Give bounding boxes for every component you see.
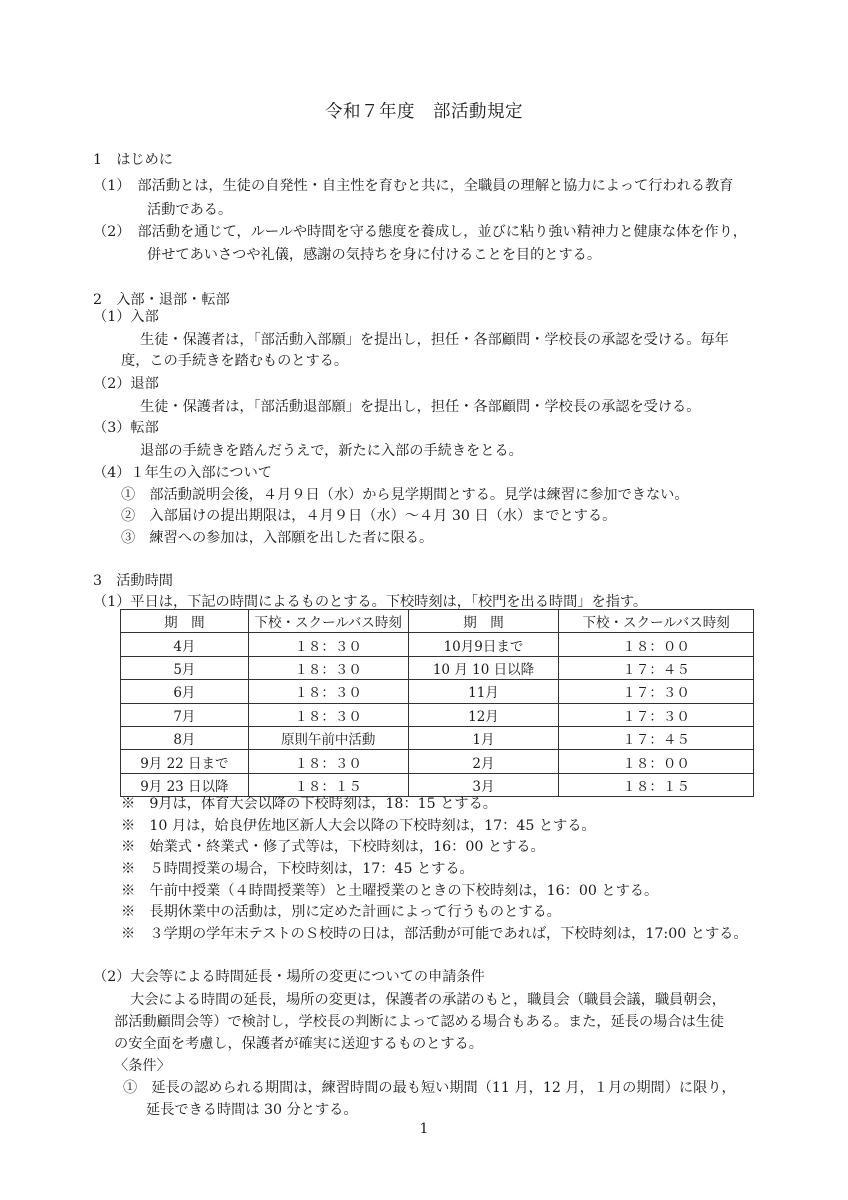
section3-2-line3: の安全面を考慮し，保護者が確実に送迎するものとする。 — [114, 1036, 483, 1052]
table-header-cell: 期 間 — [121, 610, 249, 633]
table-header-cell: 下校・スクールバス時刻 — [248, 610, 408, 633]
table-cell: 4月 — [121, 633, 249, 656]
table-row — [121, 656, 754, 679]
section3-2-heading: （2）大会等による時間延長・場所の変更についての申請条件 — [93, 969, 485, 985]
table-cell: １７：３０ — [559, 703, 754, 726]
section2-4-heading: （4）１年生の入部について — [93, 465, 272, 481]
table-cell: １７：４５ — [559, 726, 754, 749]
table-cell: 2月 — [408, 750, 559, 773]
table-cell: 3月 — [408, 773, 559, 796]
section1-p1-line2: 活動である。 — [147, 202, 233, 218]
section2-3-line1: 退部の手続きを踏んだうえで，新たに入部の手続きをとる。 — [140, 443, 523, 459]
table-cell: １８：００ — [559, 633, 754, 656]
page-title: 令和７年度 部活動規定 — [325, 102, 523, 122]
table-cell: 8月 — [121, 726, 249, 749]
section2-4-item3: ③ 練習への参加は，入部願を出した者に限る。 — [121, 530, 434, 546]
table-cell: 原則午前中活動 — [248, 726, 408, 749]
note-item: ※ 長期休業中の活動は，別に定めた計画によって行うものとする。 — [121, 904, 561, 920]
note-item: ※ 9月は，体育大会以降の下校時刻は，18：15 とする。 — [121, 796, 497, 812]
section2-2-line1: 生徒・保護者は，「部活動退部願」を提出し，担任・各部顧問・学校長の承認を受ける。 — [140, 399, 701, 415]
table-header-cell: 下校・スクールバス時刻 — [559, 610, 754, 633]
table-cell: 9月 22 日まで — [121, 750, 249, 773]
condition-item-1-line1: ① 延長の認められる期間は，練習時間の最も短い期間（11 月，12 月，１月の期間）に限り， — [123, 1080, 736, 1096]
section2-heading: 2 入部・退部・転部 — [93, 292, 230, 308]
section2-1-heading: （1）入部 — [93, 309, 159, 325]
section3-1-intro-tail: を指す。 — [591, 594, 648, 610]
schedule-table — [120, 609, 754, 797]
table-row — [121, 680, 754, 703]
section3-2-line1: 大会による時間の延長，場所の変更は，保護者の承諾のもと，職員会（職員会議，職員朝会， — [130, 992, 726, 1008]
table-cell: 7月 — [121, 703, 249, 726]
table-cell: １７：４５ — [559, 656, 754, 679]
table-cell: １８：３０ — [248, 633, 408, 656]
table-cell: １８：３０ — [248, 656, 408, 679]
table-cell: 10月9日まで — [408, 633, 559, 656]
table-header-cell: 期 間 — [408, 610, 559, 633]
table-cell: 9月 23 日以降 — [121, 773, 249, 796]
table-cell: 10 月 10 日以降 — [408, 656, 559, 679]
table-cell: 12月 — [408, 703, 559, 726]
note-item: ※ ５時間授業の場合，下校時刻は，17：45 とする。 — [121, 861, 474, 877]
section3-1-intro-emphasis: 下校時刻は，「校門を出る時間」 — [385, 594, 592, 610]
section2-4-item2: ② 入部届けの提出期限は，４月９日（水）～４月 30 日（水）までとする。 — [121, 508, 617, 524]
table-cell: １８：００ — [559, 750, 754, 773]
section3-heading: 3 活動時間 — [93, 573, 173, 589]
note-item: ※ 午前中授業（４時間授業等）と土曜授業のときの下校時刻は，16：00 とする。 — [121, 883, 659, 899]
section1-heading: 1 はじめに — [93, 152, 173, 168]
table-cell: １８：３０ — [248, 680, 408, 703]
table-row — [121, 633, 754, 656]
conditions-heading: 〈条件〉 — [114, 1058, 171, 1074]
table-cell: １８：３０ — [248, 703, 408, 726]
table-cell: 1月 — [408, 726, 559, 749]
section1-p2-line1: （2） 部活動を通じて，ルールや時間を守る態度を養成し，並びに粘り強い精神力と健康な体を作り， — [93, 224, 747, 240]
table-cell: 5月 — [121, 656, 249, 679]
table-cell: 11月 — [408, 680, 559, 703]
table-row — [121, 726, 754, 749]
table-cell: １８：１５ — [559, 773, 754, 796]
section2-2-heading: （2）退部 — [93, 376, 159, 392]
section2-1-line2: 度，この手続きを踏むものとする。 — [121, 353, 349, 369]
table-cell: 6月 — [121, 680, 249, 703]
condition-item-1-line2: 延長できる時間は 30 分とする。 — [146, 1102, 358, 1118]
table-header-row — [121, 610, 754, 633]
table-cell: １８：１５ — [248, 773, 408, 796]
note-item: ※ ３学期の学年末テストのＳ校時の日は，部活動が可能であれば，下校時刻は，17:00 とする。 — [121, 926, 748, 942]
section2-4-item1: ① 部活動説明会後，４月９日（水）から見学期間とする。見学は練習に参加できない。 — [121, 487, 689, 503]
note-item: ※ 10 月は，姶良伊佐地区新人大会以降の下校時刻は，17：45 とする。 — [121, 818, 596, 834]
section3-2-line2: 部活動顧問会等）で検討し，学校長の判断によって認める場合もある。また，延長の場合は生徒 — [114, 1014, 725, 1030]
table-row — [121, 703, 754, 726]
page-number: 1 — [419, 1121, 429, 1137]
table-cell: １７：３０ — [559, 680, 754, 703]
section3-1-intro-text: （1）平日は，下記の時間によるものとする。 — [93, 594, 386, 610]
note-item: ※ 始業式・終業式・修了式等は，下校時刻は，16：00 とする。 — [121, 839, 545, 855]
table-row — [121, 750, 754, 773]
section1-p1-line1: （1） 部活動とは，生徒の自発性・自主性を育むと共に，全職員の理解と協力によって行われる教育 — [93, 178, 734, 194]
section2-3-heading: （3）転部 — [93, 420, 159, 436]
section1-p2-line2: 併せてあいさつや礼儀，感謝の気持ちを身に付けることを目的とする。 — [147, 247, 602, 263]
section2-1-line1: 生徒・保護者は，「部活動入部願」を提出し，担任・各部顧問・学校長の承認を受ける。毎年 — [140, 332, 729, 348]
table-cell: １８：３０ — [248, 750, 408, 773]
